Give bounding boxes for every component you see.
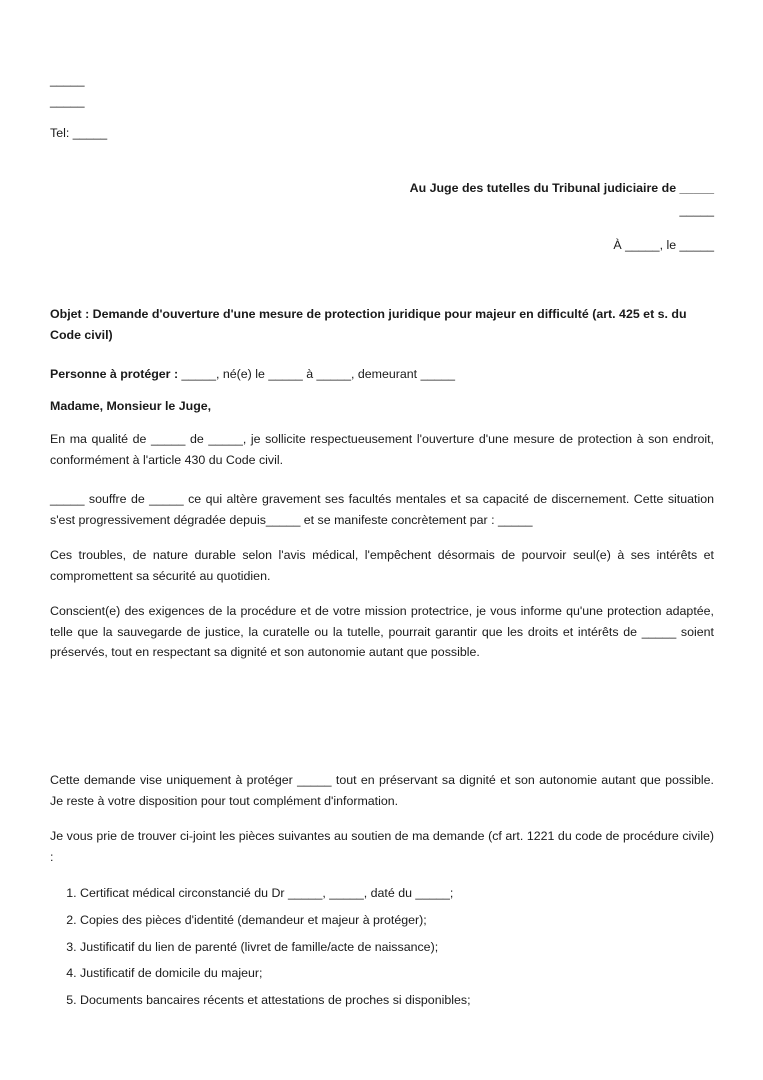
list-item: 4. Justificatif de domicile du majeur;: [80, 960, 714, 987]
list-item: 1. Certificat médical circonstancié du Dr _____, _____, daté du _____;: [80, 880, 714, 907]
list-item: 5. Documents bancaires récents et attestations de proches si disponibles;: [80, 987, 714, 1014]
list-item: 2. Copies des pièces d'identité (demandeur et majeur à protéger);: [80, 907, 714, 934]
letter-subject: Objet : Demande d'ouverture d'une mesure de protection juridique pour majeur en difficulté (art. 425 et s. du Code civil): [50, 307, 687, 342]
paragraph-condition: _____ souffre de _____ ce qui altère gravement ses facultés mentales et sa capacité de discernement. Cette situation s'est progressivement dégradée depuis_____ et se manifeste concrètement par : _____: [50, 492, 714, 527]
paragraph-request: Cette demande vise uniquement à protéger _____ tout en préservant sa dignité et son autonomie autant que possible. Je reste à votre disposition pour tout complément d'information.: [50, 773, 714, 808]
person-label: Personne à protéger :: [50, 367, 179, 381]
sender-tel: Tel: _____: [50, 126, 108, 140]
paragraph-attachments-intro: Je vous prie de trouver ci-joint les pièces suivantes au soutien de ma demande (cf art. 1221 du code de procédure civile) :: [50, 829, 714, 864]
salutation: Madame, Monsieur le Juge,: [50, 399, 212, 413]
place-date: À _____, le _____: [613, 238, 714, 252]
paragraph-quality: En ma qualité de _____ de _____, je sollicite respectueusement l'ouverture d'une mesure de protection à son endroit, conformément à l'article 430 du Code civil.: [50, 432, 714, 467]
recipient-line-1: Au Juge des tutelles du Tribunal judiciaire de _____: [409, 181, 714, 195]
recipient-line-2: _____: [679, 203, 714, 217]
paragraph-protection: Conscient(e) des exigences de la procédure et de votre mission protectrice, je vous informe qu'une protection adaptée, telle que la sauvegarde de justice, la curatelle ou la tutelle, pourrait garantir que les droits et intérêts de _____ soient préservés, tout en respectant sa dignité et son autonomie autant que possible.: [50, 604, 714, 659]
list-item: 3. Justificatif du lien de parenté (livret de famille/acte de naissance);: [80, 934, 714, 961]
letter-page: [50, 0, 714, 1080]
attachments-list: [50, 880, 714, 1014]
paragraph-troubles: Ces troubles, de nature durable selon l'avis médical, l'empêchent désormais de pourvoir seul(e) à ses intérêts et compromettent sa sécurité au quotidien.: [50, 548, 714, 583]
person-to-protect: [50, 367, 455, 382]
person-value: _____, né(e) le _____ à _____, demeurant _____: [178, 367, 456, 381]
sender-line-2: _____: [50, 94, 85, 108]
sender-line-1: _____: [50, 73, 85, 87]
